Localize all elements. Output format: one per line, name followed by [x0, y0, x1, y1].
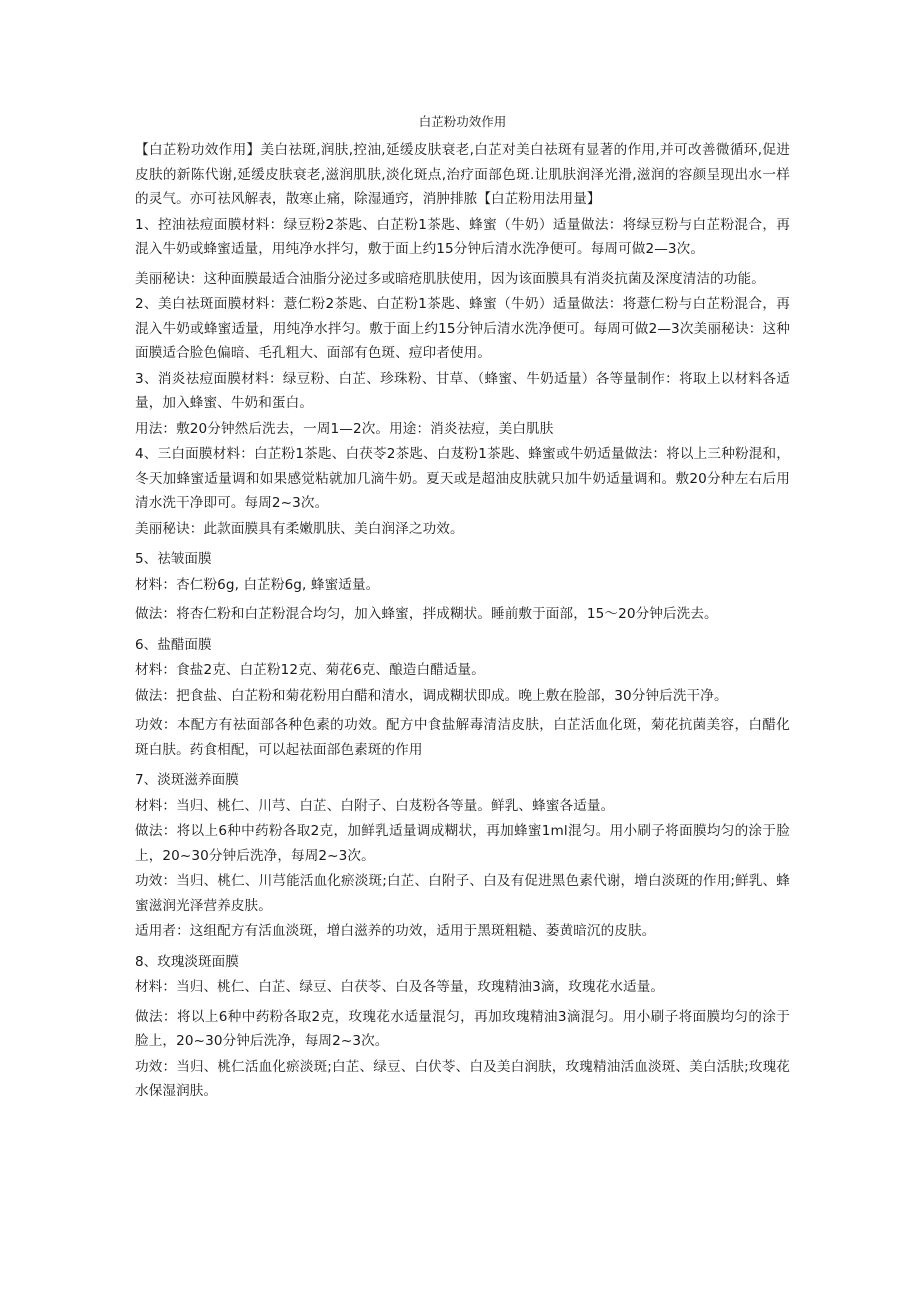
recipe-5-heading: 5、祛皱面膜: [135, 551, 212, 567]
recipe-3-paragraph: 3、消炎祛痘面膜材料：绿豆粉、白芷、珍珠粉、甘草、（蜂蜜、牛奶适量）各等量制作：将取上以材料各适量，加入蜂蜜、牛奶和蛋白。: [135, 370, 790, 411]
recipe-1-tip: 美丽秘诀：这种面膜最适合油脂分泌过多或暗疮肌肤使用，因为该面膜具有消炎抗菌及深度清洁的功能。: [135, 270, 765, 287]
document-title: 白芷粉功效作用: [418, 114, 507, 129]
recipe-8-heading: 8、玫瑰淡斑面膜: [135, 953, 239, 970]
recipe-5-materials: 材料：杏仁粉6g, 白芷粉6g, 蜂蜜适量。: [135, 576, 380, 593]
recipe-8-method: 做法：将以上6种中药粉各取2克，玫瑰花水适量混匀，再加玫瑰精油3滴混匀。用小刷子将面膜均匀的涂于脸上，20~30分钟后洗净，每周2~3次。: [135, 1008, 790, 1049]
recipe-3-usage: 用法：敷20分钟然后洗去，一周1—2次。用途：消炎祛痘，美白肌肤: [135, 420, 554, 437]
recipe-7-suitable: 适用者：这组配方有活血淡斑，增白滋养的功效，适用于黑斑粗糙、萎黄暗沉的皮肤。: [135, 923, 656, 939]
recipe-6-method: 做法：把食盐、白芷粉和菊花粉用白醋和清水，调成糊状即成。晚上敷在脸部，30分钟后洗干净。: [135, 687, 728, 704]
document-page: [135, 112, 790, 1105]
recipe-6-materials: 材料：食盐2克、白芷粉12克、菊花6克、酿造白醋适量。: [135, 662, 485, 678]
recipe-2-paragraph: 2、美白祛斑面膜材料：薏仁粉2茶匙、白芷粉1茶匙、蜂蜜（牛奶）适量做法：将薏仁粉与白芷粉混合，再混入牛奶或蜂蜜适量，用纯净水拌匀。敷于面上约15分钟后清水洗净便可。每周可做2—3次美丽秘诀：这种面膜适合脸色偏暗、毛孔粗大、面部有色斑、痘印者使用。: [135, 296, 790, 361]
intro-paragraph: 【白芷粉功效作用】美白祛斑,润肤,控油,延缓皮肤衰老,白芷对美白祛斑有显著的作用,并可改善微循环,促进皮肤的新陈代谢,延缓皮肤衰老,滋润肌肤,淡化斑点,治疗面部色斑.让肌肤润泽光滑,滋润的容颜呈现出水一样的灵气。亦可祛风解表，散寒止痛，除湿通窍，消肿排脓【白芷粉用法用量】: [135, 142, 790, 207]
recipe-7-effect: 功效：当归、桃仁、川芎能活血化瘀淡斑;白芷、白附子、白及有促进黑色素代谢，增白淡斑的作用;鲜乳、蜂蜜滋润光泽营养皮肤。: [135, 873, 790, 914]
recipe-7-materials: 材料：当归、桃仁、川芎、白芷、白附子、白芨粉各等量。鲜乳、蜂蜜各适量。: [135, 797, 615, 814]
recipe-6-heading: 6、盐醋面膜: [135, 636, 212, 653]
recipe-8-materials: 材料：当归、桃仁、白芷、绿豆、白茯苓、白及各等量，玫瑰精油3滴，玫瑰花水适量。: [135, 979, 665, 995]
recipe-7-method: 做法：将以上6种中药粉各取2克，加鲜乳适量调成糊状，再加蜂蜜1ml混匀。用小刷子将面膜均匀的涂于脸上，20~30分钟后洗净，每周2~3次。: [135, 823, 790, 864]
recipe-1-paragraph: 1、控油祛痘面膜材料：绿豆粉2茶匙、白芷粉1茶匙、蜂蜜（牛奶）适量做法：将绿豆粉与白芷粉混合，再混入牛奶或蜂蜜适量，用纯净水拌匀，敷于面上约15分钟后清水洗净便可。每周可做2—3次。: [135, 216, 790, 257]
recipe-4-paragraph: 4、三白面膜材料：白芷粉1茶匙、白茯苓2茶匙、白芨粉1茶匙、蜂蜜或牛奶适量做法：将以上三种粉混和，冬天加蜂蜜适量调和如果感觉粘就加几滴牛奶。夏天或是超油皮肤就只加牛奶适量调和。敷20分种左右后用清水洗干净即可。每周2~3次。: [135, 446, 790, 511]
recipe-4-tip: 美丽秘诀：此款面膜具有柔嫩肌肤、美白润泽之功效。: [135, 520, 464, 537]
recipe-8-effect: 功效：当归、桃仁活血化瘀淡斑;白芷、绿豆、白伏苓、白及美白润肤，玫瑰精油活血淡斑、美白活肤;玫瑰花水保湿润肤。: [135, 1058, 790, 1099]
recipe-6-effect: 功效：本配方有祛面部各种色素的功效。配方中食盐解毒清洁皮肤，白芷活血化斑，菊花抗菌美容，白醋化斑白肤。药食相配，可以起祛面部色素斑的作用: [135, 717, 790, 758]
recipe-7-heading: 7、淡斑滋养面膜: [135, 772, 239, 788]
recipe-5-method: 做法：将杏仁粉和白芷粉混合均匀，加入蜂蜜，拌成糊状。睡前敷于面部，15～20分钟后洗去。: [135, 606, 718, 622]
